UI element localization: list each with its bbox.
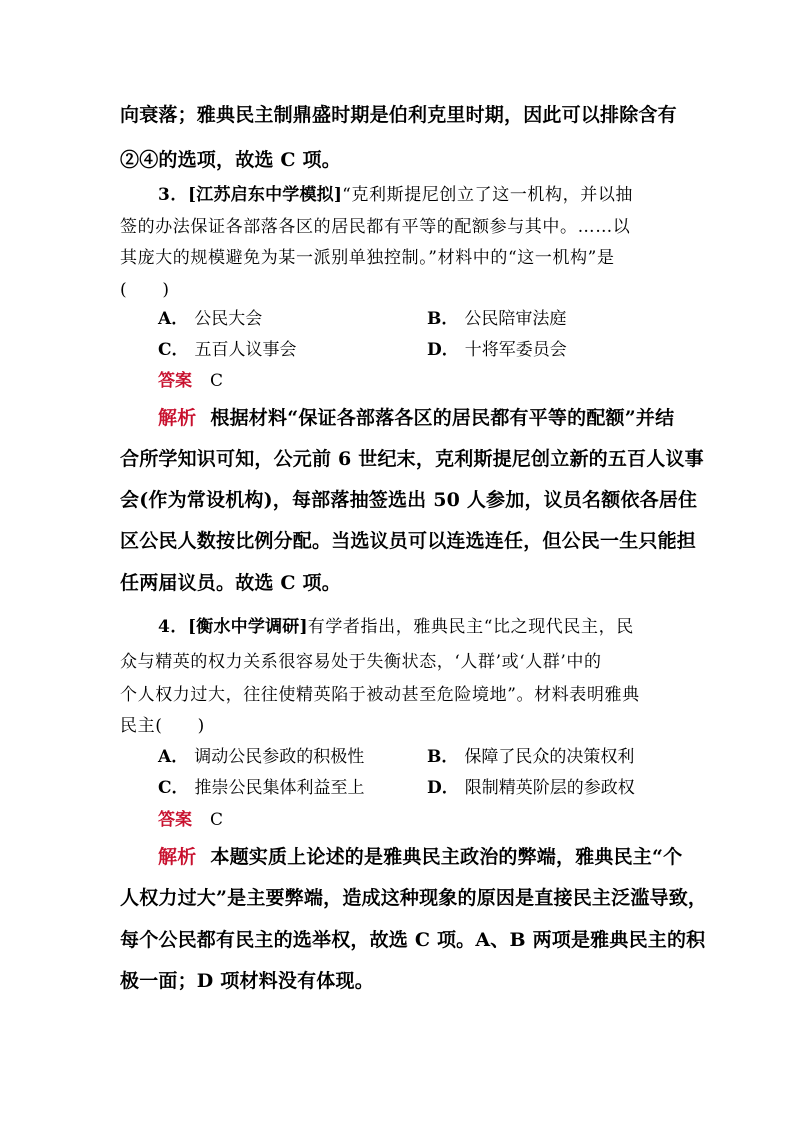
option-d: D． 十将军委员会 — [427, 340, 567, 360]
analysis-text-line: 人权力过大”是主要弊端，造成这种现象的原因是直接民主泛滥导致， — [120, 887, 708, 909]
question-4-stem-line: 民主( ) — [120, 716, 205, 736]
analysis-text-line: 区公民人数按比例分配。当选议员可以连选连任，但公民一生只能担 — [120, 530, 697, 552]
option-c: C． 推崇公民集体利益至上 — [158, 778, 365, 798]
analysis-text-line: 极一面；D 项材料没有体现。 — [120, 970, 374, 992]
analysis-line — [158, 403, 674, 430]
question-4-stem-line: 个人权力过大，往往使精英陷于被动甚至危险境地”。材料表明雅典 — [120, 685, 640, 705]
question-source: [江苏启东中学模拟] — [188, 185, 343, 205]
question-4-stem-line — [158, 612, 634, 637]
option-c: C． 五百人议事会 — [158, 340, 297, 360]
question-stem-text: 有学者指出，雅典民主“比之现代民主，民 — [307, 617, 634, 637]
analysis-text-line: 会(作为常设机构)，每部落抽签选出 50 人参加，议员名额依各居住 — [120, 489, 698, 511]
question-source: [衡水中学调研] — [188, 617, 308, 637]
answer-label: 答案 — [158, 371, 192, 391]
answer-value: C — [210, 810, 224, 830]
question-3-stem-line: 签的办法保证各部落各区的居民都有平等的配额参与其中。……以 — [120, 217, 631, 237]
answer-line — [158, 366, 223, 391]
analysis-text-line: 向衰落；雅典民主制鼎盛时期是伯利克里时期，因此可以排除含有 — [120, 104, 677, 126]
option-a: A． 公民大会 — [158, 309, 263, 329]
answer-label: 答案 — [158, 810, 192, 830]
question-3-stem-line: 其庞大的规模避免为某一派别单独控制。”材料中的“这一机构”是 — [120, 248, 615, 268]
question-number: 3． — [158, 185, 189, 205]
analysis-text-line: ②④的选项，故选 C 项。 — [120, 149, 341, 171]
question-3-stem-line — [158, 180, 633, 205]
answer-value: C — [210, 371, 224, 391]
option-d: D． 限制精英阶层的参政权 — [427, 778, 635, 798]
question-stem-text: “克利斯提尼创立了这一机构，并以抽 — [342, 185, 634, 205]
analysis-text-line: 合所学知识可知，公元前 6 世纪末，克利斯提尼创立新的五百人议事 — [120, 448, 704, 470]
option-b: B． 公民陪审法庭 — [427, 309, 567, 329]
analysis-label: 解析 — [158, 407, 197, 429]
analysis-text-line: 任两届议员。故选 C 项。 — [120, 572, 341, 594]
analysis-text: 根据材料“保证各部落各区的居民都有平等的配额”并结 — [210, 407, 675, 429]
answer-line — [158, 805, 223, 830]
analysis-text-line: 每个公民都有民主的选举权，故选 C 项。A、B 两项是雅典民主的积 — [120, 929, 706, 951]
analysis-text: 本题实质上论述的是雅典民主政治的弊端，雅典民主“个 — [210, 846, 683, 868]
option-a: A． 调动公民参政的积极性 — [158, 747, 365, 767]
analysis-line — [158, 842, 682, 869]
option-b: B． 保障了民众的决策权利 — [427, 747, 635, 767]
question-3-stem-line: ( ) — [120, 280, 170, 300]
analysis-label: 解析 — [158, 846, 197, 868]
question-4-stem-line: 众与精英的权力关系很容易处于失衡状态，‘人群’或‘人群’中的 — [120, 652, 602, 672]
question-number: 4． — [158, 617, 189, 637]
